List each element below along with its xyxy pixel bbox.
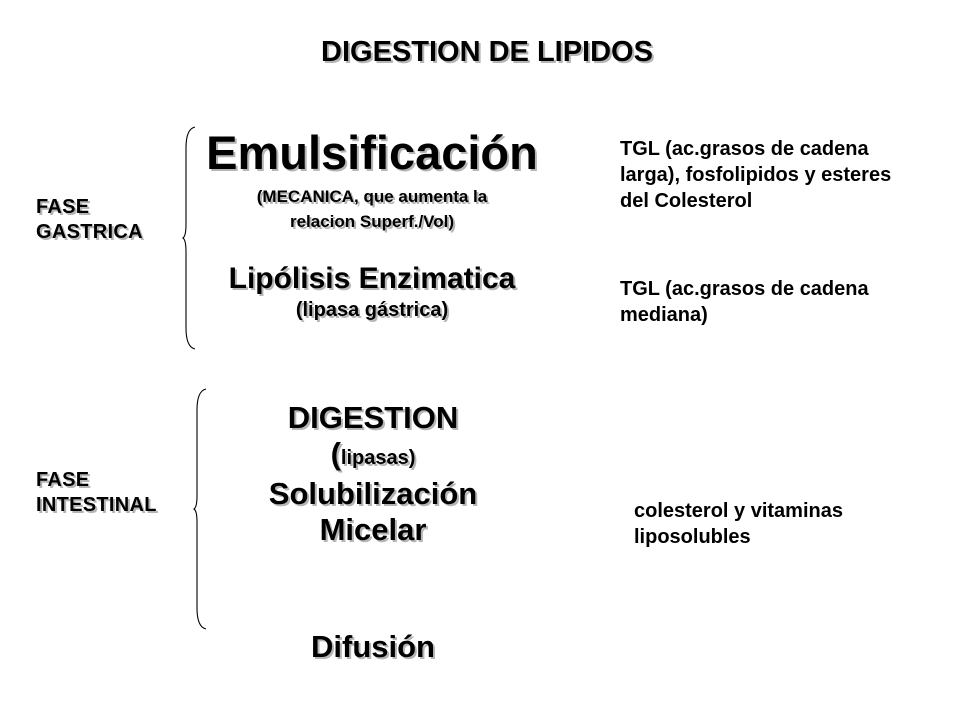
intestinal-phase-label-line2: INTESTINAL xyxy=(36,494,157,516)
gastric-phase-label-line2: GASTRICA xyxy=(36,221,143,243)
intestinal-process xyxy=(182,400,564,548)
gastric-note-medium-chain xyxy=(620,276,869,328)
gastric-note-medium-chain-line2: mediana) xyxy=(620,304,708,326)
emulsification-description xyxy=(182,184,562,234)
lipolysis-description: (lipasa gástrica) xyxy=(295,299,449,321)
gastric-note-long-chain xyxy=(620,136,891,214)
gastric-note-long-chain-line1: TGL (ac.grasos de cadena xyxy=(620,138,869,160)
intestinal-note-line1: colesterol y vitaminas xyxy=(634,500,843,522)
intestinal-note-line2: liposolubles xyxy=(634,526,751,548)
emulsification-title: Emulsificación xyxy=(206,126,538,179)
intestinal-phase-label-line1: FASE xyxy=(36,469,90,491)
gastric-phase-label xyxy=(36,195,143,245)
gastric-note-medium-chain-line1: TGL (ac.grasos de cadena xyxy=(620,278,869,300)
gastric-note-long-chain-line3: del Colesterol xyxy=(620,190,753,212)
micellar-title: Micelar xyxy=(319,512,427,547)
solubilization-title: Solubilización xyxy=(268,476,478,511)
gastric-note-long-chain-line2: larga), fosfolipidos y esteres xyxy=(620,164,892,186)
diffusion-title: Difusión xyxy=(311,629,435,664)
page-title: DIGESTION DE LIPIDOS xyxy=(321,36,653,68)
intestinal-phase-label xyxy=(36,468,157,518)
lipases-paren: ( xyxy=(330,436,341,471)
lipases-line xyxy=(182,436,564,476)
lipolysis-title: Lipólisis Enzimatica xyxy=(228,262,516,295)
emulsification-description-line1: (MECANICA, que aumenta la xyxy=(256,187,488,206)
lipases-label: lipasas) xyxy=(340,447,416,469)
emulsification-description-line2: relacion Superf./Vol) xyxy=(289,212,455,231)
gastric-phase-label-line1: FASE xyxy=(36,196,90,218)
intestinal-note xyxy=(634,498,843,550)
digestion-title: DIGESTION xyxy=(287,400,459,435)
